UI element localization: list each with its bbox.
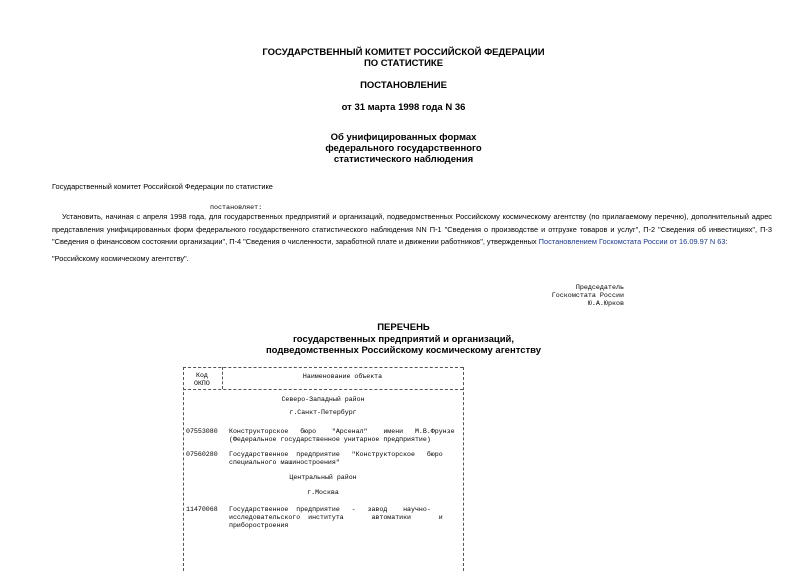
resolution-end: : [725,237,728,246]
document-title-line1: Об унифицированных формах [330,132,477,143]
document-type: ПОСТАНОВЛЕНИЕ [360,80,447,91]
committee-name-line2: ПО СТАТИСТИКЕ [363,58,444,69]
row3-code: 11470068 [186,506,218,513]
table-right-border [463,367,464,571]
resolves-text: постановляет: [210,204,263,212]
list-title: ПЕРЕЧЕНЬ [377,322,430,333]
issuer-text: Государственный комитет Российской Федерации по статистике [52,182,273,191]
resolution-paragraph [52,211,772,249]
row2-name-line1: Государственное предприятие "Конструкторское бюро [229,451,443,458]
document-title-line3: статистического наблюдения [333,154,474,165]
column-name-header: Наименование объекта [302,373,383,380]
row3-name-line3: приборостроения [229,522,289,529]
row2-code: 07560280 [186,451,218,458]
committee-name-line1: ГОСУДАРСТВЕННЫЙ КОМИТЕТ РОССИЙСКОЙ ФЕДЕРАЦИИ [262,47,545,58]
signature-role1: Председатель [575,284,624,292]
list-subtitle-line1: государственных предприятий и организаций, [292,334,515,345]
row3-name-line2: исследовательского института автоматики и [229,514,443,521]
resolution-text: Установить, начиная с апреля 1998 года, для государственных предприятий и организаций, подведомственных Российскому космическому агентству (по прилагаемому перечню), дополнительный адрес представления унифицированных форм федерального государственного статистического наблюдения NN П-1 "Сведения о производстве и отгрузке товаров и услуг", П-2 "Сведения об инвестициях", П-3 "Сведения о финансовом состоянии организации", П-4 "Сведения о численности, заработной плате и движении работников", утвержденных [52,212,772,246]
row3-name-line1: Государственное предприятие - завод научно- [229,506,431,513]
region-northwest: Северо-Западный район [281,396,365,403]
document-title-line2: федерального государственного [325,143,482,154]
city-moscow: г.Москва [307,489,339,496]
table-top-border [183,367,463,368]
header-bottom-border [183,389,463,390]
row2-name-line2: специального машиностроения" [229,459,340,466]
region-central: Центральный район [289,474,357,481]
regulation-link[interactable]: Постановлением Госкомстата России от 16.09.97 N 63 [538,237,726,246]
document-date: от 31 марта 1998 года N 36 [341,102,466,113]
row1-code: 07553080 [186,428,218,435]
row1-name-line1: Конструкторское бюро "Арсенал" имени М.В.Фрунзе [229,428,455,435]
row1-name-line2: (Федеральное государственное унитарное предприятие) [229,436,431,443]
address-text: "Российскому космическому агентству". [52,254,189,263]
column-code-header-line1: Код [196,372,208,379]
list-subtitle-line2: подведомственных Российскому космическому агентству [265,345,542,356]
signature-role2: Госкомстата России [551,292,624,300]
city-saint-petersburg: г.Санкт-Петербург [289,409,357,416]
signature-name: Ю.А.Юрков [587,300,624,308]
column-code-header-line2: ОКПО [194,380,210,387]
